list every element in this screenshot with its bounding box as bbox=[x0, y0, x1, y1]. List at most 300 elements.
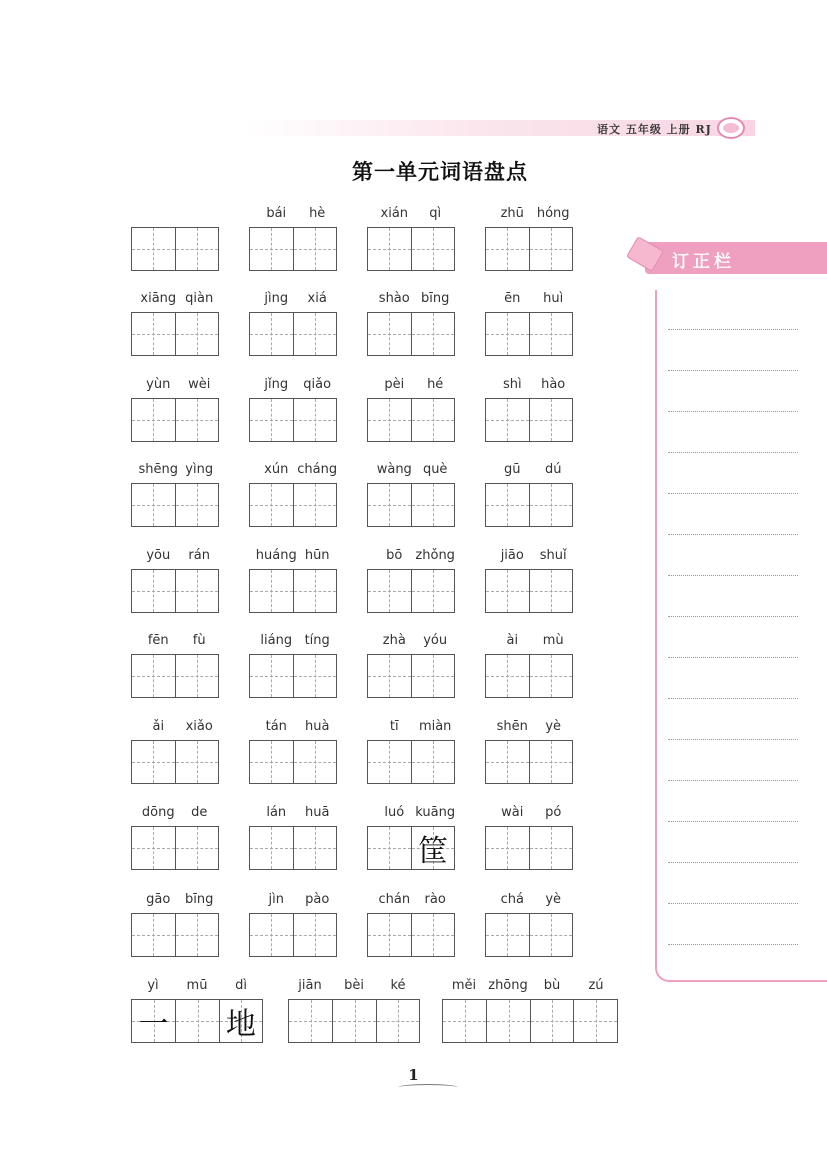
pinyin-syllable: ké bbox=[390, 978, 406, 993]
tianzige-cell[interactable] bbox=[219, 1000, 262, 1042]
tianzige-cell[interactable] bbox=[132, 570, 175, 612]
tianzige-cell[interactable] bbox=[175, 655, 218, 697]
tianzige-cell[interactable] bbox=[132, 1000, 175, 1042]
publisher-badge-icon bbox=[717, 117, 745, 139]
character-writing-grid[interactable] bbox=[485, 569, 573, 613]
pinyin-syllable: jǐng bbox=[264, 377, 289, 392]
tianzige-cell[interactable] bbox=[368, 914, 411, 956]
tianzige-cell[interactable] bbox=[368, 827, 411, 869]
tianzige-cell[interactable] bbox=[368, 484, 411, 526]
word-entry bbox=[367, 805, 455, 873]
pinyin-row bbox=[131, 892, 219, 912]
pinyin-syllable: qì bbox=[429, 206, 442, 221]
pinyin-syllable: chán bbox=[378, 892, 411, 907]
word-entry bbox=[249, 892, 337, 960]
correction-line[interactable] bbox=[668, 329, 798, 330]
tianzige-cell[interactable] bbox=[486, 914, 529, 956]
character-writing-grid[interactable] bbox=[131, 740, 219, 784]
tianzige-cell[interactable] bbox=[486, 1000, 530, 1042]
word-entry bbox=[249, 633, 337, 701]
word-entry bbox=[249, 377, 337, 445]
character-writing-grid[interactable] bbox=[367, 654, 455, 698]
pinyin-syllable: yùn bbox=[146, 377, 171, 392]
pinyin-row bbox=[131, 548, 219, 568]
tianzige-cell[interactable] bbox=[368, 655, 411, 697]
pinyin-syllable: hóng bbox=[536, 206, 570, 221]
tianzige-cell[interactable] bbox=[132, 228, 175, 270]
pinyin-syllable: de bbox=[191, 805, 208, 820]
tianzige-cell[interactable] bbox=[175, 827, 218, 869]
character-writing-grid[interactable] bbox=[131, 826, 219, 870]
pinyin-syllable: yè bbox=[545, 892, 562, 907]
tianzige-cell[interactable] bbox=[411, 399, 454, 441]
pinyin-syllable: miàn bbox=[418, 719, 452, 734]
pinyin-syllable: tán bbox=[265, 719, 287, 734]
pinyin-syllable: qiǎo bbox=[303, 377, 332, 392]
character-writing-grid[interactable] bbox=[485, 483, 573, 527]
pinyin-row bbox=[288, 978, 420, 998]
word-entry bbox=[367, 291, 455, 359]
tianzige-cell[interactable] bbox=[368, 313, 411, 355]
pinyin-syllable: liáng bbox=[260, 633, 293, 648]
pinyin-syllable: bīng bbox=[421, 291, 450, 306]
tianzige-cell[interactable] bbox=[411, 313, 454, 355]
pinyin-syllable: dú bbox=[544, 462, 562, 477]
word-entry bbox=[131, 291, 219, 359]
character-writing-grid[interactable] bbox=[288, 999, 420, 1043]
pinyin-row bbox=[485, 206, 573, 226]
word-entry bbox=[288, 978, 420, 1046]
tianzige-cell[interactable] bbox=[293, 313, 336, 355]
character-writing-grid[interactable] bbox=[367, 569, 455, 613]
tianzige-cell[interactable] bbox=[132, 655, 175, 697]
character-writing-grid[interactable] bbox=[367, 227, 455, 271]
pinyin-row bbox=[485, 633, 573, 653]
page-title: 第一单元词语盘点 bbox=[352, 160, 528, 184]
pinyin-syllable: xiá bbox=[307, 291, 327, 306]
pinyin-syllable: wàng bbox=[376, 462, 412, 477]
character-writing-grid[interactable] bbox=[367, 826, 455, 870]
pinyin-row bbox=[485, 719, 573, 739]
tianzige-cell[interactable] bbox=[368, 399, 411, 441]
pinyin-row bbox=[249, 377, 337, 397]
word-entry bbox=[485, 548, 573, 616]
pinyin-syllable: pèi bbox=[384, 377, 405, 392]
pinyin-row bbox=[131, 291, 219, 311]
character-writing-grid[interactable] bbox=[485, 913, 573, 957]
word-entry bbox=[131, 206, 219, 274]
correction-line[interactable] bbox=[668, 616, 798, 617]
pinyin-syllable: gāo bbox=[146, 892, 171, 907]
character-writing-grid[interactable] bbox=[367, 483, 455, 527]
pinyin-syllable: chá bbox=[500, 892, 524, 907]
pinyin-row bbox=[249, 633, 337, 653]
pinyin-row bbox=[131, 978, 263, 998]
pinyin-row bbox=[367, 377, 455, 397]
correction-line[interactable] bbox=[668, 493, 798, 494]
character-writing-grid[interactable] bbox=[131, 569, 219, 613]
word-entry bbox=[249, 291, 337, 359]
character-writing-grid[interactable] bbox=[485, 312, 573, 356]
tianzige-cell[interactable] bbox=[486, 741, 529, 783]
word-entry bbox=[442, 978, 618, 1046]
pinyin-syllable: bīng bbox=[185, 892, 214, 907]
pinyin-row bbox=[131, 462, 219, 482]
pinyin-syllable: zhū bbox=[500, 206, 524, 221]
tianzige-cell[interactable] bbox=[250, 827, 293, 869]
word-entry bbox=[367, 633, 455, 701]
tianzige-cell[interactable] bbox=[411, 570, 454, 612]
word-entry bbox=[131, 892, 219, 960]
tianzige-cell[interactable] bbox=[486, 655, 529, 697]
pinyin-syllable: shào bbox=[378, 291, 410, 306]
tianzige-cell[interactable] bbox=[411, 655, 454, 697]
pinyin-syllable: yì bbox=[147, 978, 159, 993]
correction-line[interactable] bbox=[668, 657, 798, 658]
pinyin-syllable: hào bbox=[541, 377, 566, 392]
pinyin-syllable: tī bbox=[389, 719, 399, 734]
tianzige-cell[interactable] bbox=[529, 228, 572, 270]
tianzige-cell[interactable] bbox=[486, 399, 529, 441]
pinyin-syllable: hé bbox=[427, 377, 444, 392]
page-number-ornament bbox=[398, 1084, 458, 1091]
word-entry bbox=[131, 548, 219, 616]
tianzige-cell[interactable] bbox=[175, 1000, 218, 1042]
pinyin-syllable: bái bbox=[266, 206, 287, 221]
pinyin-syllable: huà bbox=[304, 719, 330, 734]
tianzige-cell[interactable] bbox=[250, 484, 293, 526]
pinyin-syllable: ài bbox=[506, 633, 519, 648]
character-writing-grid[interactable] bbox=[249, 312, 337, 356]
tianzige-cell[interactable] bbox=[132, 741, 175, 783]
character-writing-grid[interactable] bbox=[485, 227, 573, 271]
character-writing-grid[interactable] bbox=[249, 483, 337, 527]
pinyin-row bbox=[485, 805, 573, 825]
pinyin-syllable: tíng bbox=[304, 633, 330, 648]
character-writing-grid[interactable] bbox=[249, 398, 337, 442]
word-entry bbox=[485, 719, 573, 787]
pinyin-syllable: ēn bbox=[504, 291, 521, 306]
pinyin-row bbox=[131, 633, 219, 653]
tianzige-cell[interactable] bbox=[529, 741, 572, 783]
tianzige-cell[interactable] bbox=[486, 827, 529, 869]
tianzige-cell[interactable] bbox=[529, 313, 572, 355]
pinyin-row bbox=[367, 291, 455, 311]
correction-line[interactable] bbox=[668, 780, 798, 781]
correction-line[interactable] bbox=[668, 862, 798, 863]
word-entry bbox=[485, 892, 573, 960]
tianzige-cell[interactable] bbox=[250, 228, 293, 270]
tianzige-cell[interactable] bbox=[529, 399, 572, 441]
word-entry bbox=[131, 805, 219, 873]
pinyin-syllable: huáng bbox=[255, 548, 297, 563]
tianzige-cell[interactable] bbox=[293, 484, 336, 526]
pinyin-syllable: wèi bbox=[188, 377, 211, 392]
tianzige-cell[interactable] bbox=[250, 399, 293, 441]
tianzige-cell[interactable] bbox=[132, 827, 175, 869]
tianzige-cell[interactable] bbox=[175, 313, 218, 355]
pinyin-syllable: pó bbox=[545, 805, 562, 820]
tianzige-cell[interactable] bbox=[376, 1000, 419, 1042]
pinyin-syllable: fù bbox=[192, 633, 206, 648]
word-entry bbox=[485, 805, 573, 873]
pinyin-syllable: fēn bbox=[147, 633, 169, 648]
tianzige-cell[interactable] bbox=[530, 1000, 574, 1042]
pinyin-row bbox=[367, 892, 455, 912]
word-entry bbox=[485, 633, 573, 701]
pinyin-syllable: mū bbox=[186, 978, 208, 993]
pinyin-syllable: shì bbox=[502, 377, 522, 392]
pinyin-syllable: zhōng bbox=[488, 978, 528, 993]
tianzige-cell[interactable] bbox=[368, 228, 411, 270]
word-entry bbox=[131, 462, 219, 530]
character-writing-grid[interactable] bbox=[249, 227, 337, 271]
written-character: 地 bbox=[225, 1007, 256, 1042]
pinyin-syllable: ǎi bbox=[152, 719, 165, 734]
pinyin-syllable: bù bbox=[543, 978, 561, 993]
correction-line[interactable] bbox=[668, 575, 798, 576]
tianzige-cell[interactable] bbox=[486, 228, 529, 270]
pinyin-syllable: zhǒng bbox=[415, 548, 455, 563]
tianzige-cell[interactable] bbox=[250, 914, 293, 956]
pinyin-syllable: xún bbox=[264, 462, 289, 477]
pinyin-syllable: xiǎo bbox=[185, 719, 213, 734]
tianzige-cell[interactable] bbox=[573, 1000, 617, 1042]
tianzige-cell[interactable] bbox=[368, 570, 411, 612]
correction-line[interactable] bbox=[668, 411, 798, 412]
word-entry bbox=[249, 462, 337, 530]
character-writing-grid[interactable] bbox=[131, 483, 219, 527]
tianzige-cell[interactable] bbox=[293, 570, 336, 612]
pinyin-syllable: jiāo bbox=[500, 548, 524, 563]
word-entry bbox=[485, 377, 573, 445]
pinyin-syllable: zhà bbox=[382, 633, 406, 648]
tianzige-cell[interactable] bbox=[529, 827, 572, 869]
tianzige-cell[interactable] bbox=[293, 914, 336, 956]
tianzige-cell[interactable] bbox=[293, 228, 336, 270]
tianzige-cell[interactable] bbox=[411, 484, 454, 526]
pinyin-row bbox=[131, 206, 219, 226]
correction-label: 订正栏 bbox=[672, 252, 735, 272]
pinyin-syllable: jìng bbox=[264, 291, 289, 306]
correction-line[interactable] bbox=[668, 534, 798, 535]
tianzige-cell[interactable] bbox=[175, 228, 218, 270]
tianzige-cell[interactable] bbox=[293, 827, 336, 869]
book-info: 语文 五年级 上册 RJ bbox=[597, 123, 712, 136]
pinyin-row bbox=[485, 377, 573, 397]
correction-line[interactable] bbox=[668, 452, 798, 453]
tianzige-cell[interactable] bbox=[175, 484, 218, 526]
pinyin-syllable: xiāng bbox=[140, 291, 177, 306]
tianzige-cell[interactable] bbox=[250, 313, 293, 355]
pinyin-syllable: lán bbox=[266, 805, 287, 820]
pinyin-row bbox=[249, 892, 337, 912]
character-writing-grid[interactable] bbox=[485, 740, 573, 784]
word-entry bbox=[367, 377, 455, 445]
character-writing-grid[interactable] bbox=[249, 913, 337, 957]
pinyin-row bbox=[131, 719, 219, 739]
pinyin-row bbox=[249, 548, 337, 568]
word-entry bbox=[131, 633, 219, 701]
character-writing-grid[interactable] bbox=[131, 312, 219, 356]
tianzige-cell[interactable] bbox=[529, 655, 572, 697]
character-writing-grid[interactable] bbox=[367, 312, 455, 356]
pinyin-row bbox=[442, 978, 618, 998]
tianzige-cell[interactable] bbox=[250, 655, 293, 697]
pinyin-syllable: rào bbox=[424, 892, 446, 907]
word-entry bbox=[249, 805, 337, 873]
pinyin-syllable: zú bbox=[588, 978, 604, 993]
pinyin-syllable: yè bbox=[545, 719, 562, 734]
correction-line[interactable] bbox=[668, 739, 798, 740]
character-writing-grid[interactable] bbox=[367, 913, 455, 957]
character-writing-grid[interactable] bbox=[131, 227, 219, 271]
word-entry bbox=[131, 719, 219, 787]
word-entry bbox=[131, 377, 219, 445]
character-writing-grid[interactable] bbox=[131, 398, 219, 442]
pinyin-syllable: měi bbox=[451, 978, 477, 993]
correction-line[interactable] bbox=[668, 821, 798, 822]
tianzige-cell[interactable] bbox=[411, 914, 454, 956]
pinyin-row bbox=[367, 206, 455, 226]
pinyin-row bbox=[131, 377, 219, 397]
character-writing-grid[interactable] bbox=[485, 398, 573, 442]
pinyin-row bbox=[485, 291, 573, 311]
correction-line[interactable] bbox=[668, 903, 798, 904]
word-entry bbox=[367, 462, 455, 530]
word-entry bbox=[249, 719, 337, 787]
pinyin-row bbox=[485, 462, 573, 482]
tianzige-cell[interactable] bbox=[486, 570, 529, 612]
tianzige-cell[interactable] bbox=[368, 741, 411, 783]
character-writing-grid[interactable] bbox=[442, 999, 618, 1043]
pinyin-syllable: shēn bbox=[496, 719, 528, 734]
character-writing-grid[interactable] bbox=[249, 569, 337, 613]
pinyin-syllable: bèi bbox=[344, 978, 364, 993]
word-entry bbox=[367, 548, 455, 616]
pinyin-row bbox=[249, 291, 337, 311]
tianzige-cell[interactable] bbox=[250, 741, 293, 783]
pinyin-syllable: pào bbox=[305, 892, 330, 907]
tianzige-cell[interactable] bbox=[132, 914, 175, 956]
character-writing-grid[interactable] bbox=[249, 826, 337, 870]
word-entry bbox=[249, 206, 337, 274]
pinyin-syllable: mù bbox=[542, 633, 564, 648]
pinyin-row bbox=[249, 719, 337, 739]
pinyin-syllable: luó bbox=[384, 805, 405, 820]
character-writing-grid[interactable] bbox=[131, 654, 219, 698]
pinyin-syllable: shuǐ bbox=[539, 548, 567, 563]
tianzige-cell[interactable] bbox=[289, 1000, 332, 1042]
pinyin-syllable: rán bbox=[188, 548, 210, 563]
word-entry bbox=[131, 978, 263, 1046]
word-entry bbox=[367, 719, 455, 787]
tianzige-cell[interactable] bbox=[529, 484, 572, 526]
pinyin-syllable: xián bbox=[380, 206, 409, 221]
pinyin-syllable: què bbox=[422, 462, 448, 477]
character-writing-grid[interactable] bbox=[485, 654, 573, 698]
tianzige-cell[interactable] bbox=[132, 313, 175, 355]
correction-panel bbox=[655, 290, 827, 982]
character-writing-grid[interactable] bbox=[367, 740, 455, 784]
tianzige-cell[interactable] bbox=[411, 228, 454, 270]
character-writing-grid[interactable] bbox=[367, 398, 455, 442]
pinyin-syllable: dōng bbox=[141, 805, 175, 820]
tianzige-cell[interactable] bbox=[486, 484, 529, 526]
pinyin-row bbox=[367, 633, 455, 653]
pinyin-syllable: hūn bbox=[304, 548, 330, 563]
tianzige-cell[interactable] bbox=[529, 570, 572, 612]
tianzige-cell[interactable] bbox=[175, 914, 218, 956]
tianzige-cell[interactable] bbox=[293, 655, 336, 697]
pinyin-row bbox=[367, 719, 455, 739]
word-entry bbox=[367, 892, 455, 960]
character-writing-grid[interactable] bbox=[131, 913, 219, 957]
word-entry bbox=[249, 548, 337, 616]
pinyin-row bbox=[367, 462, 455, 482]
written-character: 筐 bbox=[417, 834, 448, 869]
character-writing-grid[interactable] bbox=[249, 654, 337, 698]
pinyin-syllable: huì bbox=[543, 291, 564, 306]
word-entry bbox=[485, 462, 573, 530]
word-entry bbox=[485, 206, 573, 274]
pinyin-syllable: qiàn bbox=[185, 291, 214, 306]
pinyin-syllable: yóu bbox=[423, 633, 448, 648]
pinyin-syllable: yìng bbox=[185, 462, 214, 477]
tianzige-cell[interactable] bbox=[332, 1000, 375, 1042]
pinyin-syllable: kuāng bbox=[415, 805, 456, 820]
tianzige-cell[interactable] bbox=[175, 741, 218, 783]
page-number: 1 bbox=[408, 1066, 419, 1084]
character-writing-grid[interactable] bbox=[485, 826, 573, 870]
pinyin-row bbox=[485, 892, 573, 912]
tianzige-cell[interactable] bbox=[175, 570, 218, 612]
tianzige-cell[interactable] bbox=[132, 484, 175, 526]
pinyin-row bbox=[485, 548, 573, 568]
pinyin-row bbox=[249, 206, 337, 226]
pinyin-syllable: jiān bbox=[298, 978, 322, 993]
tianzige-cell[interactable] bbox=[293, 741, 336, 783]
pinyin-row bbox=[249, 462, 337, 482]
written-character: 一 bbox=[138, 1007, 169, 1042]
tianzige-cell[interactable] bbox=[443, 1000, 486, 1042]
tianzige-cell[interactable] bbox=[293, 399, 336, 441]
character-writing-grid[interactable] bbox=[131, 999, 263, 1043]
pinyin-syllable: yōu bbox=[146, 548, 171, 563]
pinyin-syllable: dì bbox=[235, 978, 247, 993]
tianzige-cell[interactable] bbox=[486, 313, 529, 355]
correction-line[interactable] bbox=[668, 944, 798, 945]
character-writing-grid[interactable] bbox=[249, 740, 337, 784]
pinyin-row bbox=[367, 548, 455, 568]
tianzige-cell[interactable] bbox=[250, 570, 293, 612]
pinyin-syllable: bō bbox=[386, 548, 403, 563]
tianzige-cell[interactable] bbox=[529, 914, 572, 956]
correction-line[interactable] bbox=[668, 370, 798, 371]
tianzige-cell[interactable] bbox=[132, 399, 175, 441]
correction-line[interactable] bbox=[668, 698, 798, 699]
pinyin-row bbox=[249, 805, 337, 825]
pinyin-syllable: gū bbox=[504, 462, 521, 477]
pinyin-syllable: hè bbox=[309, 206, 326, 221]
tianzige-cell[interactable] bbox=[411, 827, 454, 869]
word-entry bbox=[367, 206, 455, 274]
pinyin-syllable: wài bbox=[501, 805, 524, 820]
pinyin-row bbox=[367, 805, 455, 825]
tianzige-cell[interactable] bbox=[411, 741, 454, 783]
pinyin-syllable: shēng bbox=[138, 462, 179, 477]
tianzige-cell[interactable] bbox=[175, 399, 218, 441]
